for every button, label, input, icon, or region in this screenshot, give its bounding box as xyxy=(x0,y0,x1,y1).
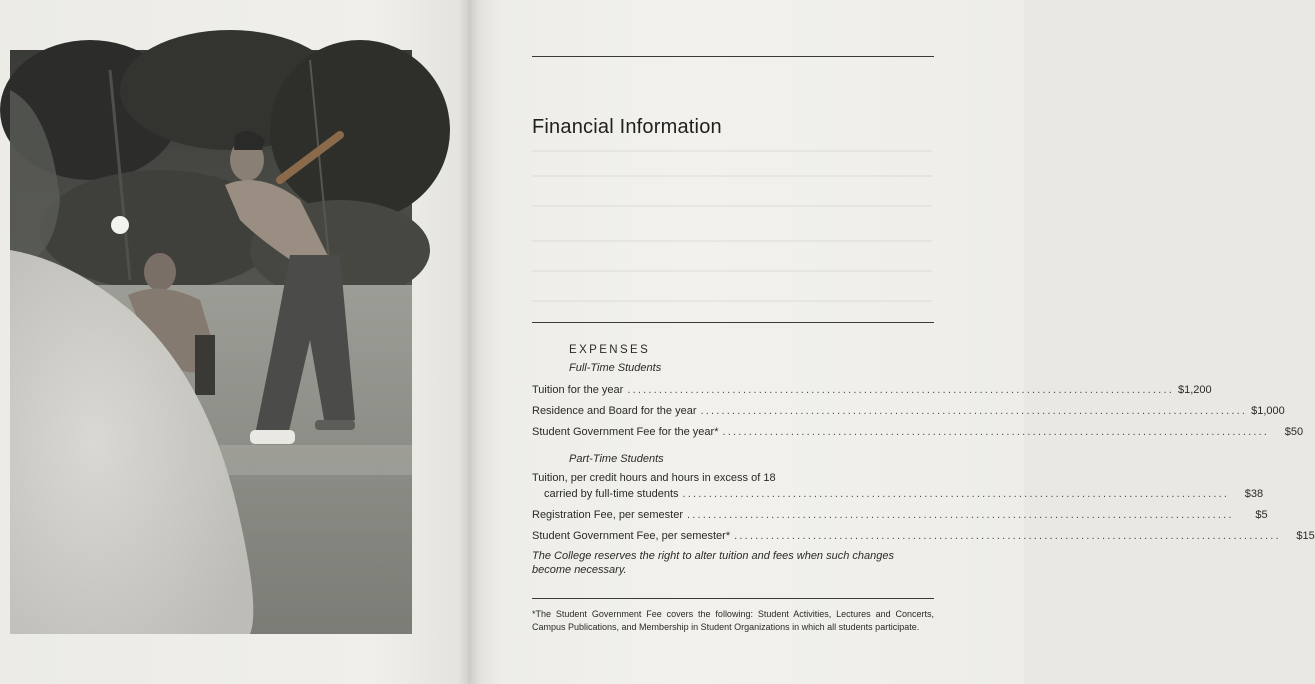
dot-leader: ........................................................................................................ xyxy=(722,426,1270,438)
show-through xyxy=(532,270,932,272)
expense-label: carried by full-time students xyxy=(544,488,679,500)
baseball-game-photo xyxy=(10,50,412,634)
show-through xyxy=(532,175,932,177)
expense-row xyxy=(532,382,1212,396)
expenses-heading: EXPENSES xyxy=(569,344,651,356)
expense-row xyxy=(532,424,1304,438)
top-rule xyxy=(532,56,934,57)
expense-amount: $1,000 xyxy=(1251,405,1285,417)
dot-leader: ........................................................................................................ xyxy=(627,384,1174,396)
expense-label: Registration Fee, per semester xyxy=(532,509,684,521)
expense-label: Tuition for the year xyxy=(532,384,624,396)
expense-label: Residence and Board for the year xyxy=(532,405,697,417)
expense-row xyxy=(532,403,1285,417)
page-title: Financial Information xyxy=(532,116,722,138)
right-page xyxy=(468,0,1024,684)
expense-row xyxy=(532,507,1268,521)
dot-leader: ........................................................................................................ xyxy=(682,488,1230,500)
show-through xyxy=(532,300,932,302)
dot-leader: ........................................................................................................ xyxy=(734,530,1281,542)
footnote: *The Student Government Fee covers the following: Student Activities, Lectures and Concerts, Campus Publications, and Membership in Student Organizations in which all students participate. xyxy=(532,609,934,632)
expense-row xyxy=(532,528,1315,542)
expense-label: Student Government Fee, per semester* xyxy=(532,530,731,542)
expense-amount: $15 xyxy=(1296,530,1315,542)
expense-amount: $5 xyxy=(1255,509,1268,521)
show-through xyxy=(532,240,932,242)
reservation-note: The College reserves the right to alter tuition and fees when such changes become necessary. xyxy=(532,550,894,576)
expense-amount: $38 xyxy=(1244,488,1264,500)
expense-row xyxy=(532,486,1264,500)
show-through xyxy=(532,150,932,152)
show-through xyxy=(532,205,932,207)
tuition-line-1: Tuition, per credit hours and hours in excess of 18 xyxy=(532,472,776,484)
part-time-subheading: Part-Time Students xyxy=(569,453,664,465)
book-gutter xyxy=(458,0,480,684)
photo-illustration xyxy=(10,50,412,634)
dot-leader: ........................................................................................................ xyxy=(687,509,1234,521)
dot-leader: ........................................................................................................ xyxy=(700,405,1248,417)
footnote-rule xyxy=(532,598,934,599)
left-page xyxy=(0,0,468,684)
expense-amount: $50 xyxy=(1284,426,1304,438)
expense-label: Student Government Fee for the year* xyxy=(532,426,719,438)
expense-amount: $1,200 xyxy=(1177,384,1212,396)
section-rule xyxy=(532,322,934,323)
full-time-subheading: Full-Time Students xyxy=(569,362,662,374)
